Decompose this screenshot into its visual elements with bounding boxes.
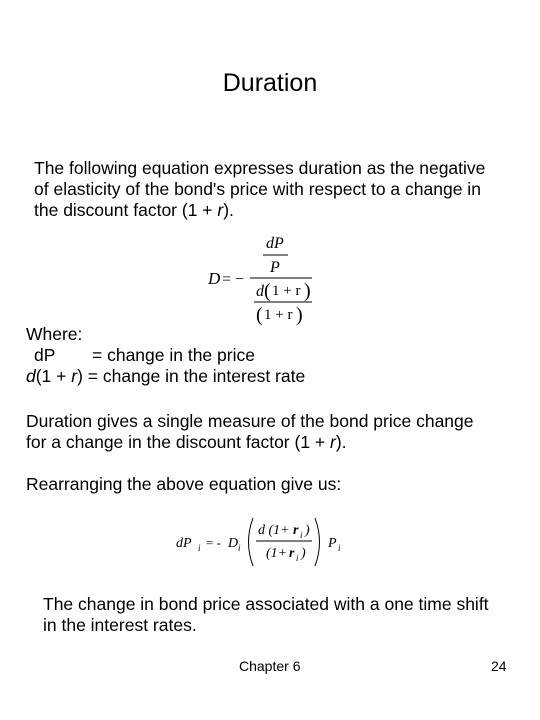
eq2-right-big-paren xyxy=(315,518,320,566)
footer-page-number: 24 xyxy=(491,658,507,674)
footer-chapter: Chapter 6 xyxy=(239,658,301,674)
price-change-equation-graphic xyxy=(172,512,372,572)
eq-den-bottom-expr: 1 + r xyxy=(264,307,293,323)
eq2-coef: D xyxy=(228,536,239,551)
where-block xyxy=(26,324,305,387)
eq2-den: (1+ xyxy=(266,546,288,561)
eq2-den-sub: i xyxy=(296,553,299,563)
eq2-num-sub: i xyxy=(300,530,303,540)
summary-line-1: Duration gives a single measure of the bond price change xyxy=(26,411,474,431)
conclusion-line-2: in the interest rates. xyxy=(43,615,197,635)
eq2-tail: P xyxy=(328,536,337,551)
rearranging-text: Rearranging the above equation give us: xyxy=(26,474,342,494)
eq-lhs: D xyxy=(208,269,221,288)
price-change-equation xyxy=(172,512,372,577)
eq2-den-var: r xyxy=(289,546,295,561)
eq2-tail-sub: i xyxy=(338,543,341,553)
definition-dp-term: dP xyxy=(34,345,56,365)
summary-line-2: for a change in the discount factor (1 + r). xyxy=(26,432,347,452)
eq-den2-close-paren: ) xyxy=(296,304,303,326)
summary-paragraph xyxy=(26,411,474,453)
eq-den2-open-paren: ( xyxy=(256,304,263,326)
definition-dp xyxy=(26,345,305,366)
intro-line-1: The following equation expresses duration as the negative xyxy=(34,158,486,178)
intro-paragraph xyxy=(34,158,485,221)
eq2-num-close: ) xyxy=(305,523,310,538)
eq2-left-big-paren xyxy=(249,518,254,566)
slide-title: Duration xyxy=(222,69,318,97)
definition-dp-text: = change in the price xyxy=(92,345,255,365)
eq2-num-var: r xyxy=(293,523,299,538)
eq2-equals: = - xyxy=(206,535,221,550)
eq2-coef-sub: i xyxy=(238,543,241,553)
eq2-den-close: ) xyxy=(301,546,306,561)
eq2-lhs-sub: i xyxy=(198,543,201,553)
eq-den-open-paren: ( xyxy=(264,280,271,302)
eq-num-bottom: P xyxy=(270,259,280,276)
eq2-lhs: dP xyxy=(176,536,192,551)
eq-den-close-paren: ) xyxy=(304,280,311,302)
eq-num-top: dP xyxy=(266,235,284,252)
intro-line-3: the discount factor (1 + r). xyxy=(34,200,234,220)
eq-equals: = − xyxy=(222,271,245,288)
intro-line-2: of elasticity of the bond's price with respect to a change in xyxy=(34,179,481,199)
conclusion-line-1: The change in bond price associated with a one time shift xyxy=(43,594,489,614)
duration-equation xyxy=(200,232,340,333)
where-heading: Where: xyxy=(26,324,83,344)
duration-equation-graphic xyxy=(200,232,340,328)
eq-den-d: d xyxy=(256,283,264,300)
definition-d1r: d(1 + r) = change in the interest rate xyxy=(26,366,306,386)
eq2-num: d (1+ xyxy=(258,523,290,538)
conclusion-paragraph xyxy=(43,594,489,636)
eq-den-top-expr: 1 + r xyxy=(272,283,301,299)
